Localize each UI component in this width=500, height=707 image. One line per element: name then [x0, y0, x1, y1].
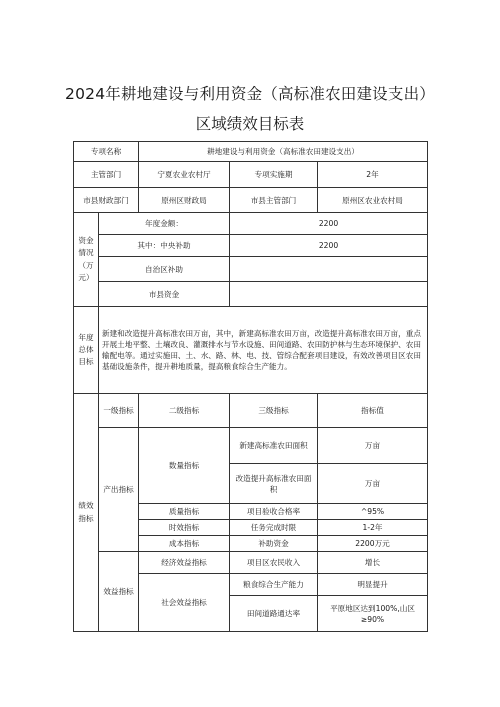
output-level2: 时效指标	[139, 520, 230, 536]
quantity-label: 数量指标	[139, 428, 230, 504]
header-value: 指标值	[318, 394, 428, 428]
annual-goal-text: 新建和改造提升高标准农田万亩，其中，新建高标准农田万亩，改造提升高标准农田万亩，重点开展土地平整、土壤改良、灌溉排水与节水设施、田间道路、农田防护林与生态环境保护、农田输配电等。通过实施田、土、水、路、林、电、技、管综合配套项目建设，有效改善项目区农田基础设施条件，提升耕地质量，提高粮食综合生产能力。	[99, 307, 428, 394]
header-level3: 三级指标	[230, 394, 318, 428]
county-finance-value: 原州区财政局	[139, 188, 230, 213]
output-level3: 补助资金	[230, 536, 318, 552]
output-value: 2200万元	[318, 536, 428, 552]
document-title-line2: 区域绩效目标表	[195, 115, 305, 133]
funds-row-value: 2200	[230, 235, 428, 257]
funds-label: 资金情况（万元）	[74, 213, 99, 307]
funds-row-label: 其中：中央补助	[99, 235, 230, 257]
benefit-label: 效益指标	[99, 552, 139, 632]
q-row-value: 万亩	[318, 464, 428, 504]
annual-goal-label: 年度总体目标	[74, 307, 99, 394]
header-level1: 一级指标	[99, 394, 139, 428]
county-finance-label: 市县财政部门	[74, 188, 139, 213]
funds-row-label: 自治区补助	[99, 257, 230, 282]
funds-row-label: 市县资金	[99, 282, 230, 307]
output-level3: 项目验收合格率	[230, 504, 318, 520]
dept-value: 宁夏农业农村厅	[139, 162, 230, 188]
output-level3: 任务完成时限	[230, 520, 318, 536]
funds-row-value	[230, 257, 428, 282]
output-label: 产出指标	[99, 428, 139, 552]
funds-row-label: 年度金额：	[99, 213, 230, 235]
social-label: 社会效益指标	[139, 574, 230, 632]
q-row-name: 新建高标准农田面积	[230, 428, 318, 464]
social-row-value: 平原地区达到100%,山区≥90%	[318, 596, 428, 632]
econ-label: 经济效益指标	[139, 552, 230, 574]
q-row-value: 万亩	[318, 428, 428, 464]
county-dept-label: 市县主管部门	[230, 188, 318, 213]
document-title-line1: 2024年耕地建设与利用资金（高标准农田建设支出）	[65, 85, 435, 103]
q-row-name: 改造提升高标准农田面积	[230, 464, 318, 504]
output-value: ^95%	[318, 504, 428, 520]
social-row-name: 田间道路通达率	[230, 596, 318, 632]
project-name-value: 耕地建设与利用资金（高标准农田建设支出）	[139, 142, 428, 162]
period-value: 2年	[318, 162, 428, 188]
output-level2: 成本指标	[139, 536, 230, 552]
output-level2: 质量指标	[139, 504, 230, 520]
social-row-name: 粮食综合生产能力	[230, 574, 318, 596]
social-row-value: 明显提升	[318, 574, 428, 596]
period-label: 专项实施期	[230, 162, 318, 188]
funds-row-value: 2200	[230, 213, 428, 235]
county-dept-value: 原州区农业农村局	[318, 188, 428, 213]
dept-label: 主管部门	[74, 162, 139, 188]
econ-value: 增长	[318, 552, 428, 574]
output-value: 1-2年	[318, 520, 428, 536]
funds-row-value	[230, 282, 428, 307]
performance-target-table	[73, 141, 428, 632]
header-level2: 二级指标	[139, 394, 230, 428]
project-name-label: 专项名称	[74, 142, 139, 162]
econ-level3: 项目区农民收入	[230, 552, 318, 574]
perf-label: 绩效指标	[74, 394, 99, 632]
